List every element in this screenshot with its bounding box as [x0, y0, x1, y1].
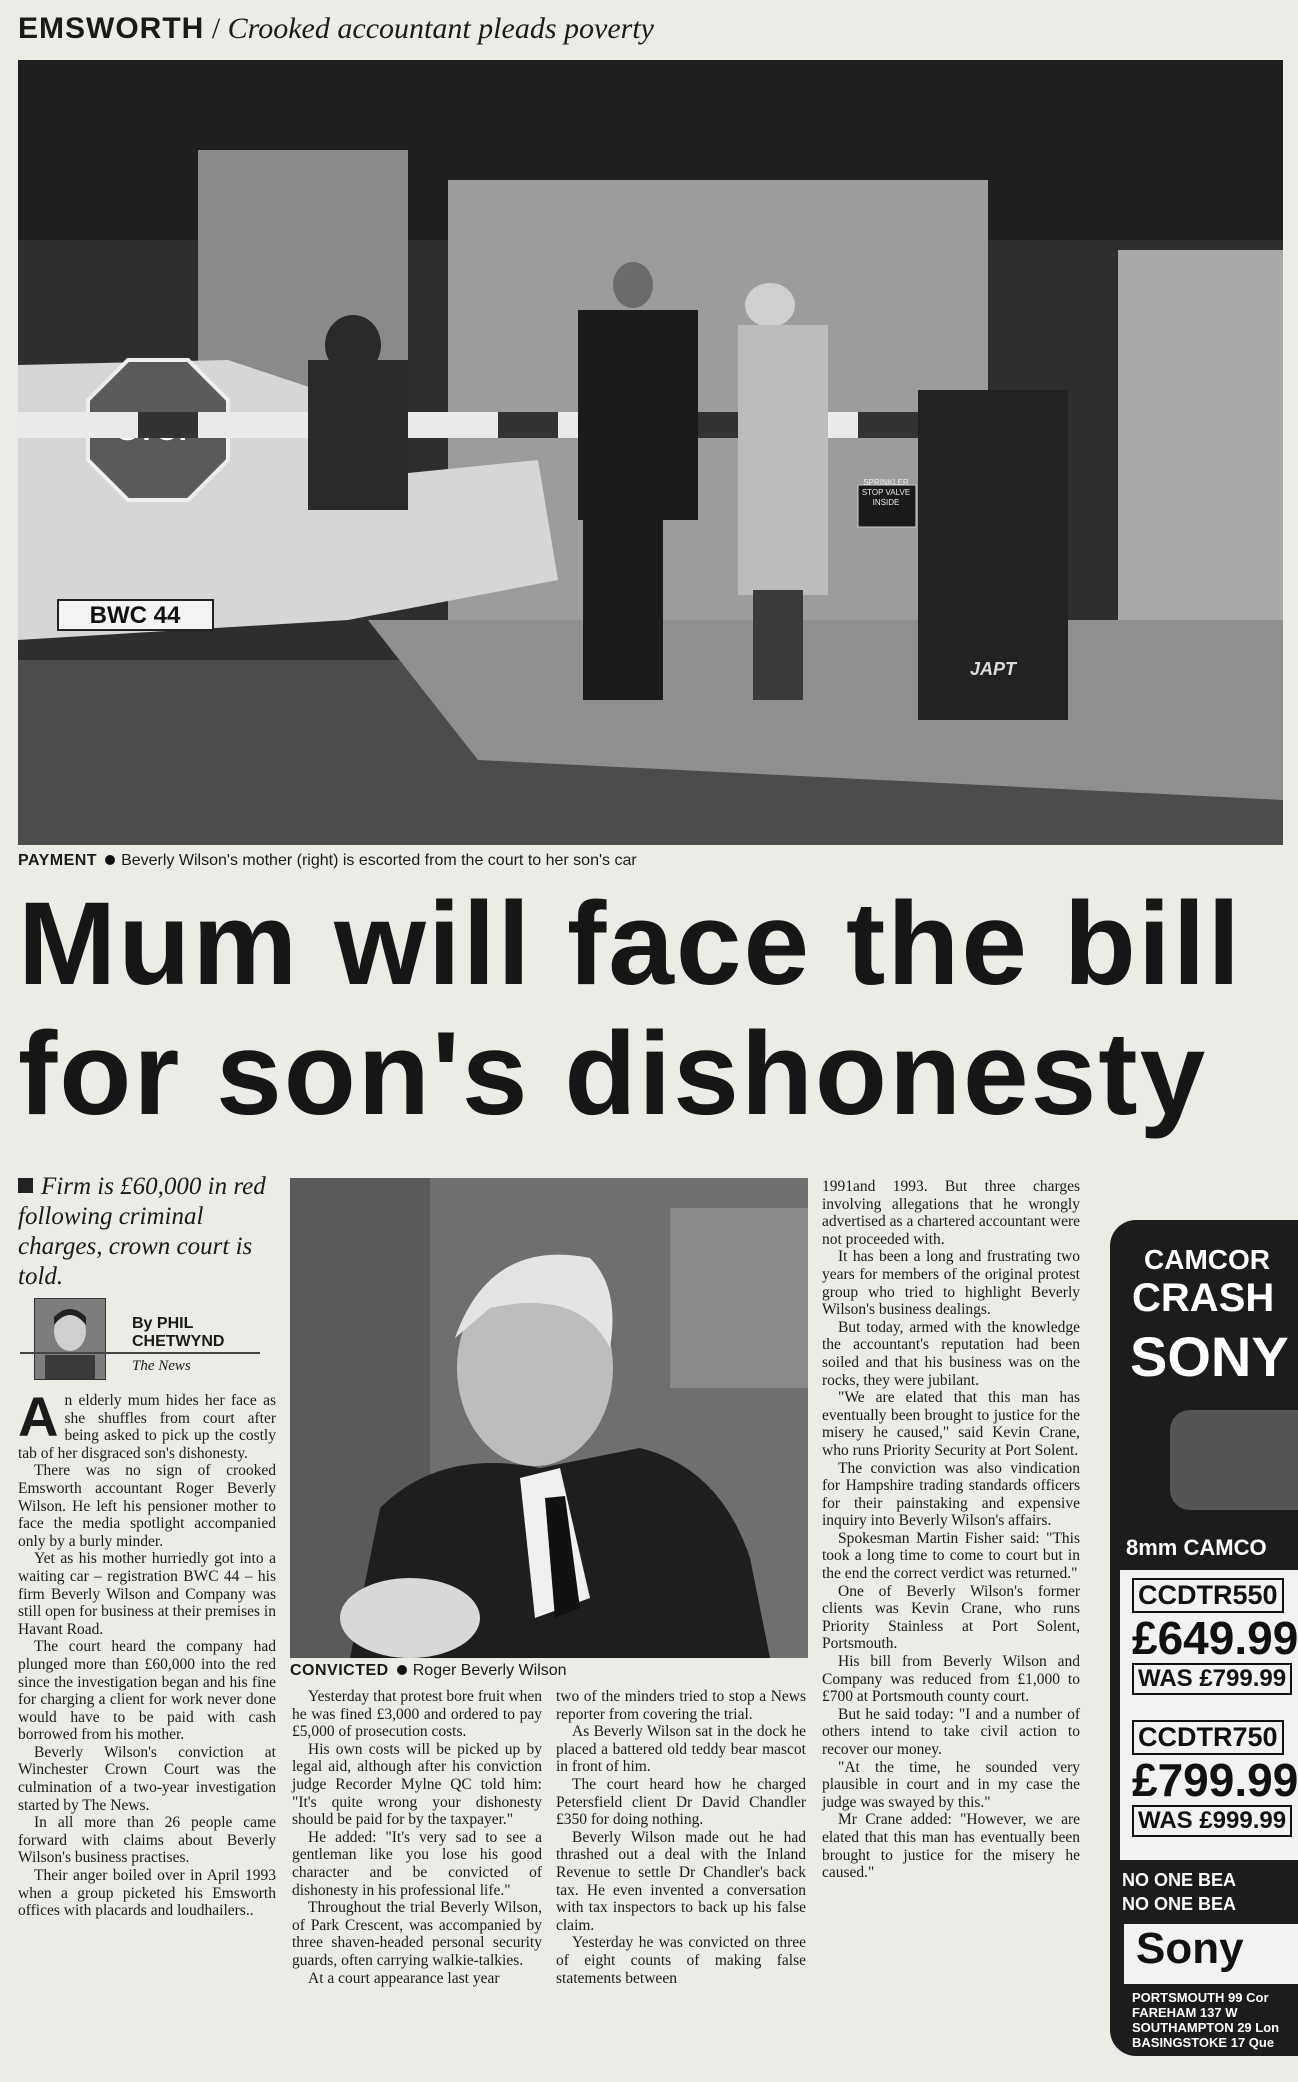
top-photo — [18, 60, 1283, 845]
standfirst-text: Firm is £60,000 in red following criminal charges, crown court is told. — [18, 1173, 266, 1290]
ad-subhead: 8mm CAMCO — [1126, 1535, 1267, 1560]
author-photo — [34, 1298, 106, 1380]
col1-para-1: n elderly mum hides her face as she shuffles from court after being asked to pick up the costly tab of her disgraced son's dishonesty. — [18, 1392, 276, 1462]
model-2-price: £799.99 — [1132, 1754, 1298, 1806]
col2-para-2: His own costs will be picked up by legal aid, although after his conviction judge Recorder Mylne QC told him: "It's quite wrong your dishonesty should be paid for by the taxpayer." — [292, 1740, 542, 1829]
col4-para-8: His bill from Beverly Wilson and Company was reduced from £1,000 to £700 at Portsmouth county court. — [822, 1653, 1080, 1706]
kicker-headline: Crooked accountant pleads poverty — [227, 12, 654, 45]
byline-publication: The News — [132, 1358, 191, 1374]
col1-para-5: Beverly Wilson's conviction at Winchester Crown Court was the culmination of a two-year investigation started by The News. — [18, 1743, 276, 1814]
col4-para-7: One of Beverly Wilson's former clients was Kevin Crane, who runs Priority Stainless at Port Solent, Portsmouth. — [822, 1582, 1080, 1653]
ad-brand: Sony — [1124, 1924, 1298, 1984]
store-item: PORTSMOUTH 99 Cor — [1132, 1990, 1269, 2005]
kicker-place: EMSWORTH — [18, 12, 205, 45]
byline — [132, 1315, 224, 1351]
standfirst — [18, 1172, 278, 1292]
col2-para-3: He added: "It's very sad to see a gentleman like you lose his good character and be convicted of dishonesty in his professional life." — [292, 1828, 542, 1899]
col2-para-1: Yesterday that protest bore fruit when he was fined £3,000 and ordered to pay £5,000 of prosecution costs. — [292, 1688, 542, 1741]
store-item: FAREHAM 137 W — [1132, 2005, 1238, 2020]
col4-para-11: Mr Crane added: "However, we are elated that this man has eventually been brought to justice for the misery he caused." — [822, 1811, 1080, 1882]
store-item: BASINGSTOKE 17 Que — [1132, 2035, 1275, 2050]
camcorder-image — [1170, 1410, 1298, 1510]
col4-para-6: Spokesman Martin Fisher said: "This took a long time to come to court but in the end the correct verdict was returned." — [822, 1529, 1080, 1583]
portrait-caption-label: CONVICTED — [290, 1662, 389, 1679]
headline-line-1: Mum will face the bill — [18, 878, 1243, 1010]
portrait-caption — [290, 1662, 567, 1680]
square-bullet-icon — [18, 1178, 33, 1193]
ad-store-list — [1132, 1990, 1279, 2050]
model-2-was: WAS £999.99 — [1132, 1805, 1292, 1837]
col1-para-2: There was no sign of crooked Emsworth accountant Roger Beverly Wilson. He left his pensioner mother to face the media spotlight accompanied only by a burly minder. — [18, 1462, 276, 1550]
section-kicker — [18, 10, 654, 48]
number-plate: BWC 44 — [89, 602, 181, 629]
author-avatar — [35, 1299, 105, 1379]
col1-para-3: Yet as his mother hurriedly got into a waiting car – registration BWC 44 – his firm Beverly Wilson and Company was still open for business at their premises in Havant Road. — [18, 1550, 276, 1638]
ad-line-1: CAMCOR — [1144, 1244, 1270, 1275]
byline-rule — [20, 1352, 260, 1354]
portrait-caption-text: Roger Beverly Wilson — [412, 1662, 567, 1679]
bullet-icon — [105, 855, 115, 865]
col4-para-10: "At the time, he sounded very plausible in court and in my case the judge was swayed by this." — [822, 1758, 1080, 1811]
col4-para-9: But he said today: "I and a number of others intend to take civil action to recover our money. — [822, 1705, 1080, 1758]
column-1 — [18, 1385, 276, 1920]
portrait-scene — [290, 1178, 808, 1658]
col3-para-2: As Beverly Wilson sat in the dock he placed a battered old teddy bear mascot in front of him. — [556, 1723, 806, 1776]
sprinkler-sign: SPRINKLER STOP VALVE INSIDE — [861, 478, 911, 507]
col3-para-5: Yesterday he was convicted on three of eight counts of making false statements between — [556, 1934, 806, 1987]
ad-model-2 — [1132, 1720, 1298, 1837]
model-1-price: £649.99 — [1132, 1612, 1298, 1664]
col4-para-2: It has been a long and frustrating two years for members of the original protest group who tried to highlight Beverly Wilson's business dealings. — [822, 1248, 1080, 1319]
col1-para-7: Their anger boiled over in April 1993 when a group picketed his Emsworth offices with placards and loudhailers.. — [18, 1867, 276, 1920]
drop-cap: A — [18, 1385, 59, 1448]
photo-scene — [18, 60, 1283, 845]
col4-para-1: 1991and 1993. But three charges involving allegations that he wrongly advertised as a chartered accountant were not proceeded with. — [822, 1178, 1080, 1248]
col1-para-6: In all more than 26 people came forward with claims about Beverly Wilson's business practises. — [18, 1814, 276, 1867]
top-caption — [18, 852, 637, 870]
col1-para-4: The court heard the company had plunged more than £60,000 into the red since the investigation began and his fine for charging a client for work never done would have to be paid with cash borrowed from his mother. — [18, 1638, 276, 1744]
store-item: SOUTHAMPTON 29 Lon — [1132, 2020, 1280, 2035]
ad-line-2: CRASH — [1132, 1276, 1275, 1320]
barrier-brand: JAPT — [969, 659, 1017, 679]
column-4 — [822, 1178, 1080, 1882]
caption-label: PAYMENT — [18, 852, 98, 869]
model-2-name: CCDTR750 — [1132, 1720, 1284, 1755]
col4-para-4: "We are elated that this man has eventually been brought to justice for the misery he caused," said Kevin Crane, who runs Priority Security at Port Solent. — [822, 1389, 1080, 1459]
model-1-was: WAS £799.99 — [1132, 1663, 1292, 1695]
byline-name: CHETWYND — [132, 1333, 225, 1350]
col4-para-5: The conviction was also vindication for Hampshire trading standards officers for their painstaking and expensive inquiry into Beverly Wilson's affairs. — [822, 1459, 1080, 1530]
caption-text: Beverly Wilson's mother (right) is escorted from the court to her son's car — [121, 852, 637, 869]
portrait-photo — [290, 1178, 808, 1658]
column-2 — [292, 1688, 542, 1987]
headline-line-2: for son's dishonesty — [18, 1008, 1208, 1140]
column-3 — [556, 1688, 806, 1987]
byline-by: By PHIL — [132, 1315, 194, 1332]
col3-para-4: Beverly Wilson made out he had thrashed out a deal with the Inland Revenue to settle Dr Chandler's back tax. He even invented a conversation with tax inspectors to back up his false claim. — [556, 1828, 806, 1934]
col3-para-3: The court heard how he charged Petersfield client Dr David Chandler £350 for doing nothing. — [556, 1775, 806, 1829]
col3-para-1: two of the minders tried to stop a News reporter from covering the trial. — [556, 1688, 806, 1723]
ad-line-3: SONY — [1130, 1325, 1289, 1388]
model-1-name: CCDTR550 — [1132, 1578, 1284, 1613]
camcorder-advert — [1110, 1220, 1298, 2056]
kicker-separator: / — [211, 12, 221, 45]
ad-tagline-2: NO ONE BEA — [1122, 1894, 1237, 1914]
col4-para-3: But today, armed with the knowledge the accountant's reputation had been soiled and that his business was on the rocks, they were jubilant. — [822, 1318, 1080, 1389]
bullet-icon — [397, 1665, 407, 1675]
col2-para-5: At a court appearance last year — [308, 1969, 500, 1987]
col2-para-4: Throughout the trial Beverly Wilson, of Park Crescent, was accompanied by three shaven-headed personal security guards, often carrying walkie-talkies. — [292, 1899, 542, 1969]
ad-tagline-1: NO ONE BEA — [1122, 1870, 1237, 1890]
ad-model-1 — [1132, 1578, 1298, 1695]
